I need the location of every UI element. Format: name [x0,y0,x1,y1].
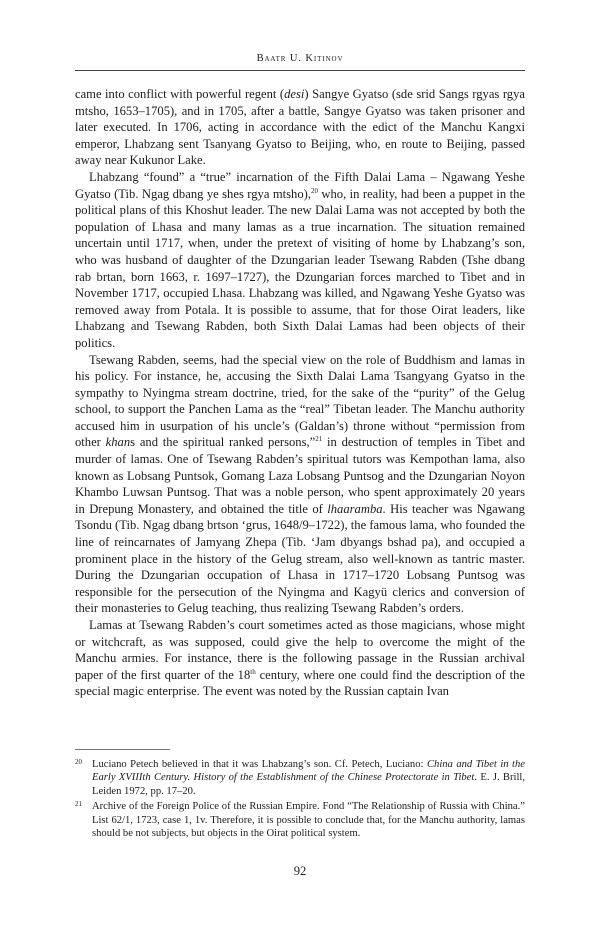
italic-term: desi [284,87,305,101]
paragraph: Tsewang Rabden, seems, had the special view on the role of Buddhism and lamas in his policy. For instance, he, accusing the Sixth Dalai Lama Tsangyang Gyatso in the sympathy to Nyingma stream doctrine, tried, for the sake of the “purity” of the Gelug school, to support the Panchen Lama as the “real” Tibetan leader. The Manchu authority accused him in usurpation of his uncle’s (Galdan’s) throne without “permission from other khans and the spiritual ranked persons,”$^{21}$ in destruction of temples in Tibet and murder of lamas. One of Tsewang Rabden’s spiritual tutors was Kempothan lama, also known as Lobsang Puntsok, Gomang Laza Lobsang Puntsog and the Dzungarian Noyon Khambo Luwsan Puntsog. That was a noble person, who spent approximately 20 years in Drepung Monastery, and obtained the title of lhaaramba. His teacher was Ngawang Tsondu (Tib. Ngag dbang brtson ‘grus, 1648/9–1722), the famous lama, who founded the line of reincarnates of Jamyang Zhepa (Tib. ‘Jam dbyangs bshad pa), and occupied a prominent place in the history of the Gelug stream, also well-known as tantric master. During the Dzungarian occupation of Lhasa in 1717–1720 Lobsang Puntsog was responsible for the persecution of the Nyingma and Kagyü clerics and conversion of their monasteries to Gelug teaching, thus realizing Tsewang Rabden’s orders. [75,352,525,616]
paragraph: Lhabzang “found” a “true” incarnation of the Fifth Dalai Lama – Ngawang Yeshe Gyatso (Tib. Ngag dbang ye shes rgya mtsho),$^{20}$ who, in reality, had been a puppet in the political plans of this Khoshut leader. The new Dalai Lama was not accepted by both the population of Lhasa and many lamas as a true incarnation. The situation remained uncertain until 1717, when, under the pretext of visiting of home by Lhabzang’s son, who was husband of daughter of the Dzungarian leader Tsewang Rabden (Tshe dbang rab brtan, born 1663, r. 1697–1727), the Dzungarian forces marched to Tibet and in November 1717, occupied Lhasa. Lhabzang was killed, and Ngawang Yeshe Gyatso was removed away from Potala. It is possible to assume, that for those Oirat leaders, like Lhabzang and Tsewang Rabden, both Sixth Dalai Lamas had been objects of their politics. [75,169,525,350]
paragraph: came into conflict with powerful regent (desi) Sangye Gyatso (sde srid Sangs rgyas rgya mtsho, 1653–1705), and in 1705, after a battle, Sangye Gyatso was taken prisoner and later executed. In 1706, acting in accordance with the edict of the Manchu Kangxi emperor, Lhabzang sent Tsanyang Gyatso to Beijing, who, en route to Beijing, passed away near Kukunor Lake. [75,87,525,168]
paragraph: Lamas at Tsewang Rabden’s court sometimes acted as those magicians, whose might or witchcraft, as was supposed, could give the help to overcome the might of the Manchu armies. For instance, there is the following passage in the Russian archival paper of the first quarter of the 18th century, where one could find the description of the special magic enterprise. The event was noted by the Russian captain Ivan [75,618,525,699]
footnote-ref: 20 [310,186,318,195]
footnote: 21 Archive of the Foreign Police of the Russian Empire. Fond “The Relationship of Russia with China.” List 62/1, 1723, case 1, 1v. Therefore, it is possible to conclude that, for the Manchu authority, lamas should be not subjects, but objects in the Oirat political system. [75,800,525,840]
running-head: Baatr U. Kitinov [256,53,344,64]
header-rule [75,70,525,71]
footnotes [75,758,525,842]
italic-term: khan [105,435,131,450]
page-number: 92 [293,864,307,878]
footnote-number: 20 [75,758,82,766]
footnote-rule [75,749,170,750]
footnote-ref: th [250,667,256,676]
footnote-ref: 21 [315,435,323,444]
italic-term: lhaaramba [327,501,383,516]
footnote-number: 21 [75,800,82,809]
footnote: 20 Luciano Petech believed in that it was Lhabzang’s son. Cf. Petech, Luciano: China and Tibet in the Early XVIIIth Century. History of the Establishment of the Chinese Protectorate in Tibet. E. J. Brill, Leiden 1972, pp. 17–20. [75,758,526,797]
italic-term: China and Tibet in the Early XVIIIth Century. History of the Establishment of the Chinese Protectorate in Tibet [92,759,526,784]
body-text [75,86,525,700]
